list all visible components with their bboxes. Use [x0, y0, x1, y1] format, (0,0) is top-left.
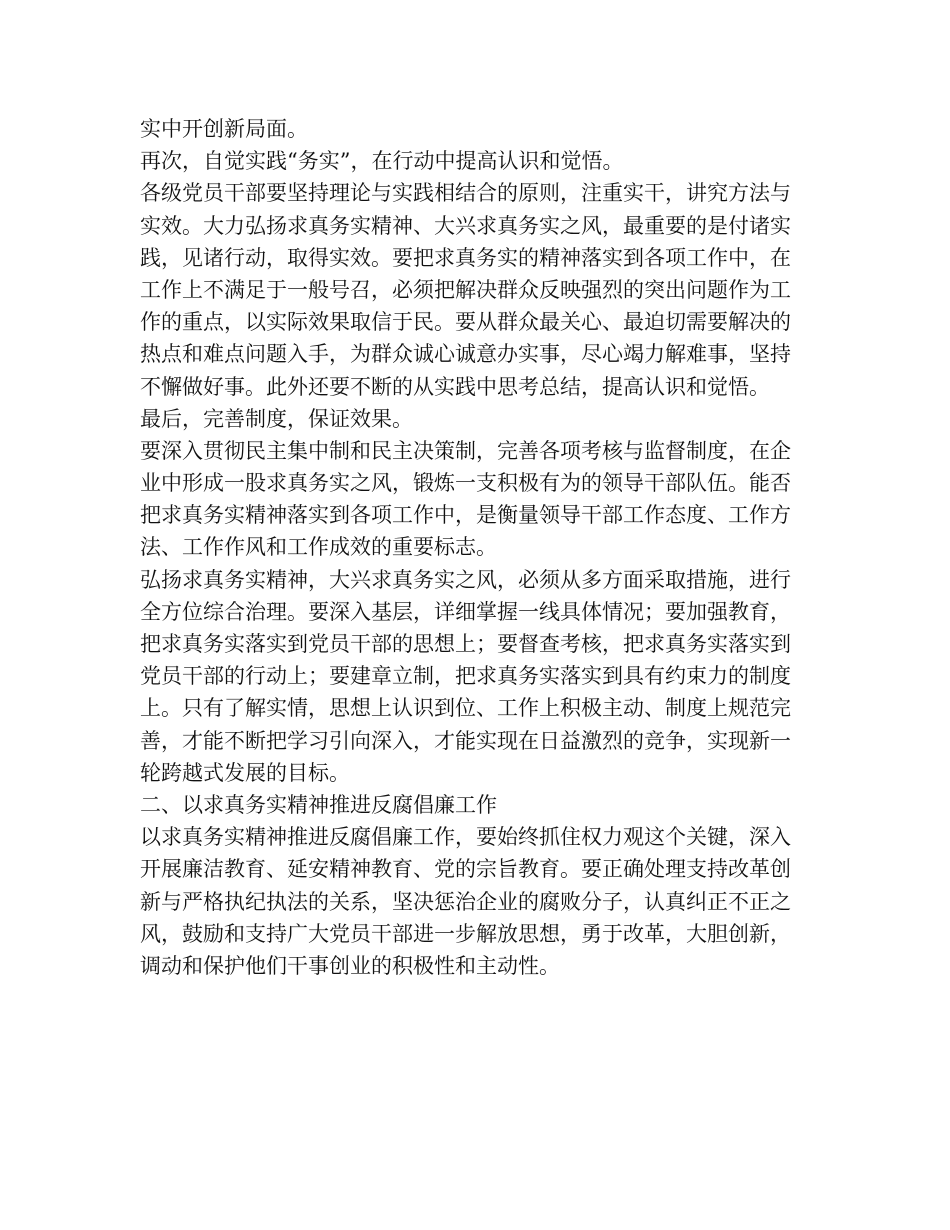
text-line: 开展廉洁教育、延安精神教育、党的宗旨教育。要正确处理支持改革创 — [140, 857, 791, 882]
text-line: 践，见诸行动，取得实效。要把求真务实的精神落实到各项工作中，在 — [140, 245, 791, 270]
text-line: 善，才能不断把学习引向深入，才能实现在日益激烈的竞争，实现新一 — [140, 728, 791, 753]
text-line: 工作上不满足于一般号召，必须把解决群众反映强烈的突出问题作为工 — [140, 277, 791, 302]
text-line: 法、工作作风和工作成效的重要标志。 — [140, 535, 497, 560]
text-line: 热点和难点问题入手，为群众诚心诚意办实事，尽心竭力解难事，坚持 — [140, 342, 791, 367]
text-line: 风，鼓励和支持广大党员干部进一步解放思想，勇于改革，大胆创新， — [140, 921, 791, 946]
text-line: 实中开创新局面。 — [140, 117, 308, 141]
text-line: 实效。大力弘扬求真务实精神、大兴求真务实之风，最重要的是付诸实 — [140, 213, 791, 238]
text-line: 各级党员干部要坚持理论与实践相结合的原则，注重实干，讲究方法与 — [140, 181, 791, 206]
text-line: 把求真务实精神落实到各项工作中，是衡量领导干部工作态度、工作方 — [140, 503, 791, 528]
text-line: 弘扬求真务实精神，大兴求真务实之风，必须从多方面采取措施，进行 — [140, 567, 791, 592]
text-line: 业中形成一股求真务实之风，锻炼一支积极有为的领导干部队伍。能否 — [140, 471, 791, 496]
text-line: 把求真务实落实到党员干部的思想上；要督查考核，把求真务实落实到 — [140, 632, 791, 656]
text-line: 新与严格执纪执法的关系，坚决惩治企业的腐败分子，认真纠正不正之 — [140, 889, 791, 914]
text-line: 作的重点，以实际效果取信于民。要从群众最关心、最迫切需要解决的 — [140, 310, 791, 335]
text-line: 调动和保护他们干事创业的积极性和主动性。 — [140, 953, 560, 978]
text-line: 不懈做好事。此外还要不断的从实践中思考总结，提高认识和觉悟。 — [140, 374, 770, 399]
section-heading: 二、以求真务实精神推进反腐倡廉工作 — [140, 792, 497, 817]
text-line: 党员干部的行动上；要建章立制，把求真务实落实到具有约束力的制度 — [140, 664, 791, 689]
text-line: 全方位综合治理。要深入基层，详细掌握一线具体情况；要加强教育， — [140, 599, 791, 624]
text-line: 最后，完善制度，保证效果。 — [140, 406, 413, 431]
text-line: 再次，自觉实践“务实”，在行动中提高认识和觉悟。 — [140, 149, 624, 174]
text-line: 轮跨越式发展的目标。 — [140, 760, 350, 785]
text-line: 以求真务实精神推进反腐倡廉工作，要始终抓住权力观这个关键，深入 — [140, 825, 791, 850]
text-line: 上。只有了解实情，思想上认识到位、工作上积极主动、制度上规范完 — [140, 696, 791, 721]
text-line: 要深入贯彻民主集中制和民主决策制，完善各项考核与监督制度，在企 — [140, 438, 791, 463]
document-body — [140, 113, 815, 982]
